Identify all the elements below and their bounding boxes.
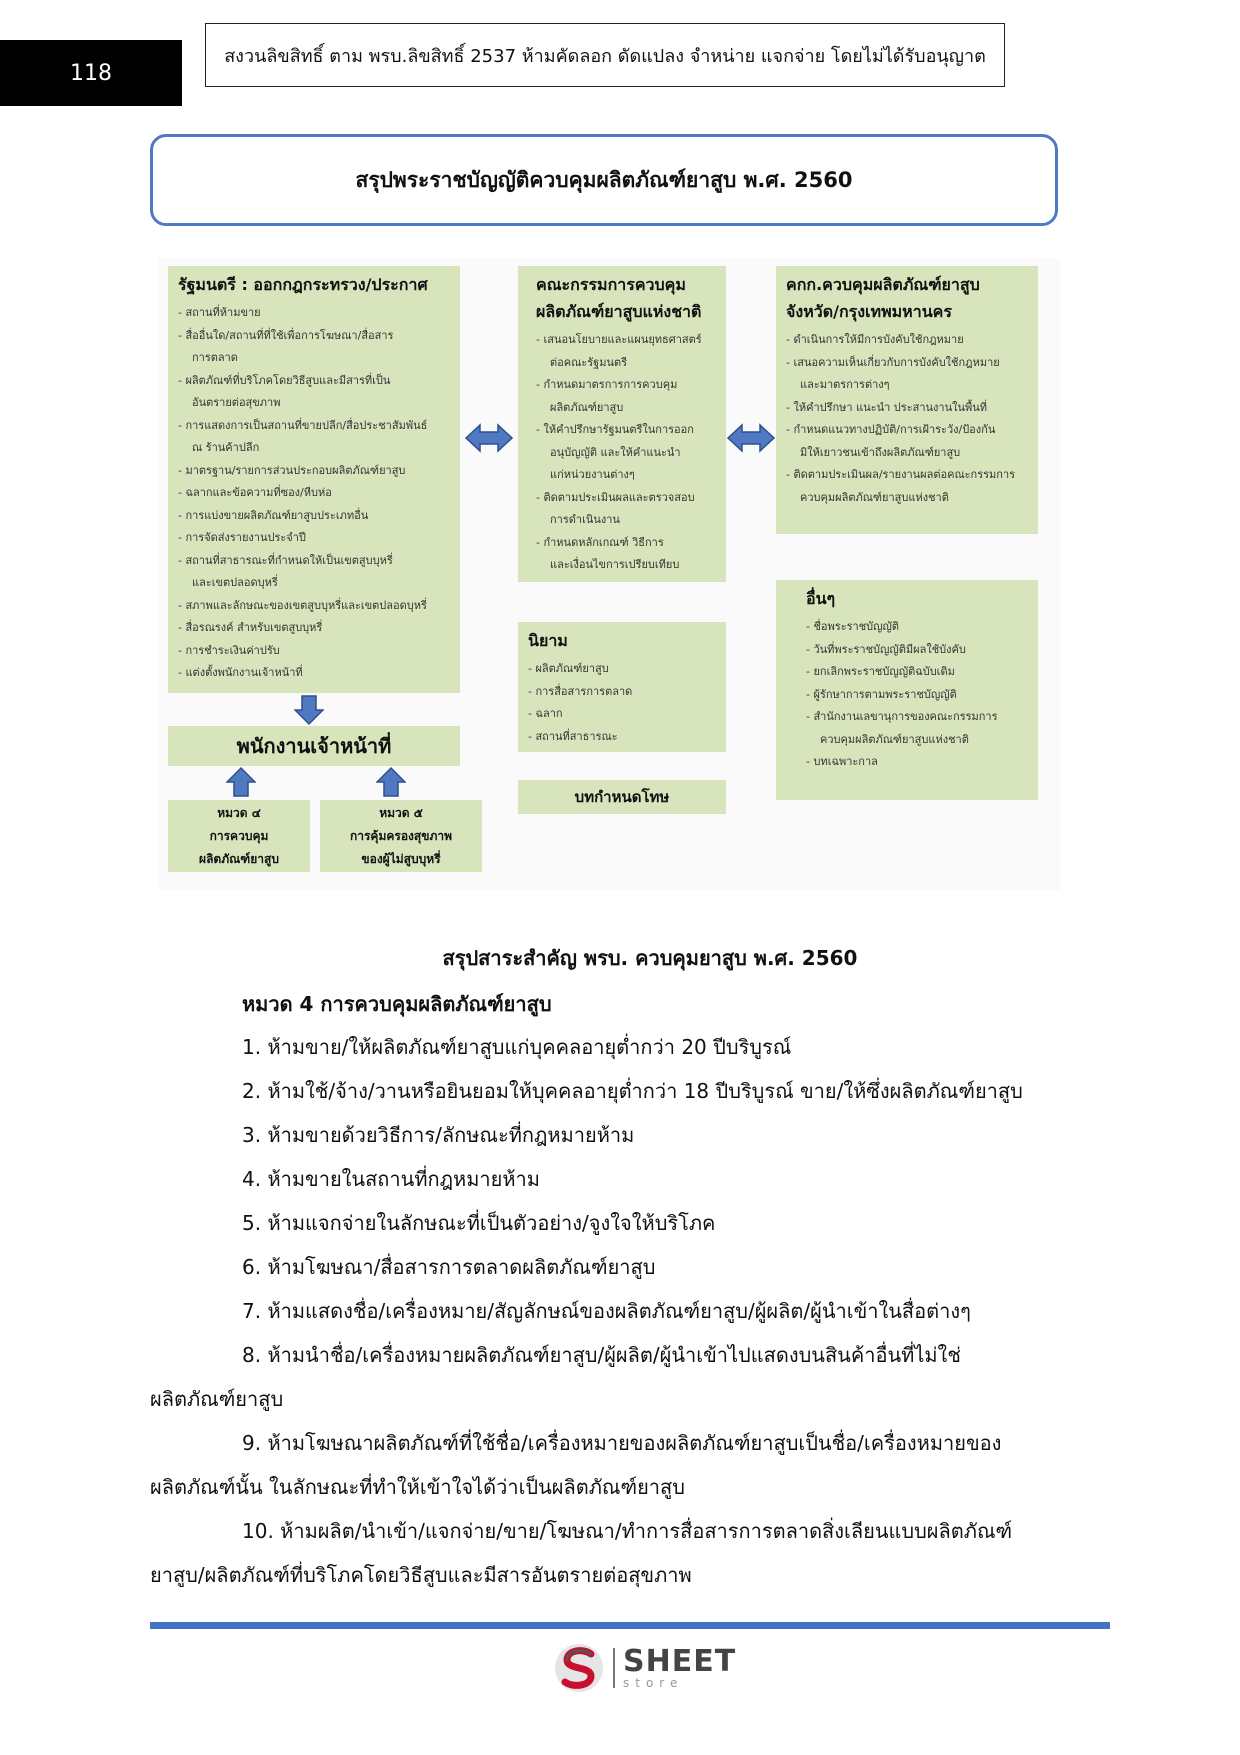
summary-item-continuation: ยาสูบ/ผลิตภัณฑ์ที่บริโภคโดยวิธีสูบและมีสารอันตรายต่อสุขภาพ xyxy=(150,1563,692,1587)
logo-s-icon xyxy=(553,1642,605,1694)
list-item: แก่หน่วยงานต่างๆ xyxy=(550,468,635,481)
list-item: ควบคุมผลิตภัณฑ์ยาสูบแห่งชาติ xyxy=(800,490,949,504)
list-item: - ดำเนินการให้มีการบังคับใช้กฎหมาย xyxy=(786,333,964,346)
officer-box xyxy=(168,726,460,766)
list-item: และเงื่อนไขการเปรียบเทียบ xyxy=(550,558,680,571)
up-arrow-icon xyxy=(226,766,256,798)
list-item: ควบคุมผลิตภัณฑ์ยาสูบแห่งชาติ xyxy=(820,732,969,746)
list-item: - แต่งตั้งพนักงานเจ้าหน้าที่ xyxy=(178,666,303,679)
list-item: - สภาพและลักษณะของเขตสูบบุหรี่และเขตปลอดบุหรี่ xyxy=(178,598,427,612)
list-item: - การชำระเงินค่าปรับ xyxy=(178,643,280,657)
list-item: - ติดตามประเมินผลและตรวจสอบ xyxy=(536,490,695,504)
list-item: อนุบัญญัติ และให้คำแนะนำ xyxy=(550,445,681,459)
list-item: - วันที่พระราชบัญญัติมีผลใช้บังคับ xyxy=(806,642,966,656)
list-item: - ยกเลิกพระราชบัญญัติฉบับเดิม xyxy=(806,665,955,678)
summary-item-continuation: ผลิตภัณฑ์ยาสูบ xyxy=(150,1387,284,1411)
down-arrow-icon xyxy=(294,694,324,726)
list-item: ผลิตภัณฑ์ยาสูบ xyxy=(550,400,624,414)
summary-item: 9. ห้ามโฆษณาผลิตภัณฑ์ที่ใช้ชื่อ/เครื่องหมายของผลิตภัณฑ์ยาสูบเป็นชื่อ/เครื่องหมายของ xyxy=(242,1431,1002,1455)
others-heading: อื่นๆ xyxy=(806,589,836,608)
provincial-committee-list xyxy=(786,329,1038,509)
list-item: - บทเฉพาะกาล xyxy=(806,755,878,768)
provincial-committee-heading-1: คกก.ควบคุมผลิตภัณฑ์ยาสูบ xyxy=(786,275,980,294)
double-arrow-icon xyxy=(464,422,514,454)
list-item: และเขตปลอดบุหรี่ xyxy=(192,576,278,589)
list-item: มิให้เยาวชนเข้าถึงผลิตภัณฑ์ยาสูบ xyxy=(800,445,961,459)
national-committee-heading-2: ผลิตภัณฑ์ยาสูบแห่งชาติ xyxy=(536,302,702,321)
list-item: - การจัดส่งรายงานประจำปี xyxy=(178,531,306,544)
double-arrow-icon xyxy=(726,422,776,454)
list-item: - กำหนดมาตรการการควบคุม xyxy=(536,378,678,391)
officer-label: พนักงานเจ้าหน้าที่ xyxy=(236,734,392,758)
chapter-4-line-2: การควบคุม xyxy=(209,829,269,843)
summary-item: 3. ห้ามขายด้วยวิธีการ/ลักษณะที่กฎหมายห้าม xyxy=(242,1123,635,1147)
summary-item: 5. ห้ามแจกจ่ายในลักษณะที่เป็นตัวอย่าง/จูงใจให้บริโภค xyxy=(242,1211,716,1235)
list-item: การตลาด xyxy=(192,351,238,364)
list-item: ณ ร้านค้าปลีก xyxy=(192,441,260,454)
others-box xyxy=(776,580,1038,800)
list-item: ต่อคณะรัฐมนตรี xyxy=(550,355,628,369)
copyright-header: สงวนลิขสิทธิ์ ตาม พรบ.ลิขสิทธิ์ 2537 ห้ามคัดลอก ดัดแปลง จำหน่าย แจกจ่าย โดยไม่ได้รับอนุญาต xyxy=(205,23,1005,87)
penalty-box xyxy=(518,780,726,814)
list-item: - การแสดงการเป็นสถานที่ขายปลีก/สื่อประชาสัมพันธ์ xyxy=(178,418,428,432)
footer-bar xyxy=(150,1622,1110,1629)
list-item: - สถานที่สาธารณะที่กำหนดให้เป็นเขตสูบบุหรี่ xyxy=(178,553,393,567)
national-committee-heading-1: คณะกรรมการควบคุม xyxy=(536,275,686,294)
list-item: - มาตรฐาน/รายการส่วนประกอบผลิตภัณฑ์ยาสูบ xyxy=(178,463,406,477)
list-item: - ผลิตภัณฑ์ที่บริโภคโดยวิธีสูบและมีสารที่เป็น xyxy=(178,373,391,387)
page-title: สรุปพระราชบัญญัติควบคุมผลิตภัณฑ์ยาสูบ พ.ศ. 2560 xyxy=(150,134,1058,226)
list-item: - สื่อรณรงค์ สำหรับเขตสูบบุหรี่ xyxy=(178,621,323,634)
list-item: - การแบ่งขายผลิตภัณฑ์ยาสูบประเภทอื่น xyxy=(178,508,369,522)
logo-divider xyxy=(613,1648,615,1688)
list-item: - สำนักงานเลขานุการของคณะกรรมการ xyxy=(806,710,998,723)
up-arrow-icon xyxy=(376,766,406,798)
summary-item: 4. ห้ามขายในสถานที่กฎหมายห้าม xyxy=(242,1167,540,1191)
penalty-label: บทกำหนดโทษ xyxy=(574,788,670,806)
list-item: - สถานที่ห้ามขาย xyxy=(178,306,261,319)
list-item: อันตรายต่อสุขภาพ xyxy=(192,396,281,409)
list-item: - สถานที่สาธารณะ xyxy=(528,729,618,743)
logo-text xyxy=(623,1644,737,1690)
summary-title: สรุปสาระสำคัญ พรบ. ควบคุมยาสูบ พ.ศ. 2560 xyxy=(442,946,858,970)
logo-sub: store xyxy=(623,1676,684,1690)
provincial-committee-heading-2: จังหวัด/กรุงเทพมหานคร xyxy=(786,302,952,321)
summary-item: 6. ห้ามโฆษณา/สื่อสารการตลาดผลิตภัณฑ์ยาสูบ xyxy=(242,1255,656,1279)
definitions-heading: นิยาม xyxy=(528,631,568,650)
summary-item: 1. ห้ามขาย/ให้ผลิตภัณฑ์ยาสูบแก่บุคคลอายุต่ำกว่า 20 ปีบริบูรณ์ xyxy=(242,1035,792,1059)
list-item: - ผลิตภัณฑ์ยาสูบ xyxy=(528,662,609,675)
list-item: - ให้คำปรึกษา แนะนำ ประสานงานในพื้นที่ xyxy=(786,400,987,414)
list-item: - การสื่อสารการตลาด xyxy=(528,684,633,698)
chapter-4-line-3: ผลิตภัณฑ์ยาสูบ xyxy=(199,852,279,866)
summary-item-continuation: ผลิตภัณฑ์นั้น ในลักษณะที่ทำให้เข้าใจได้ว่าเป็นผลิตภัณฑ์ยาสูบ xyxy=(150,1475,685,1499)
definitions-box xyxy=(518,622,726,752)
minister-box xyxy=(168,266,460,693)
summary-item: 7. ห้ามแสดงชื่อ/เครื่องหมาย/สัญลักษณ์ของผลิตภัณฑ์ยาสูบ/ผู้ผลิต/ผู้นำเข้าในสื่อต่างๆ xyxy=(242,1299,971,1323)
list-item: - ฉลากและข้อความที่ซอง/หีบห่อ xyxy=(178,486,332,499)
national-committee-list xyxy=(536,329,726,577)
minister-heading: รัฐมนตรี : ออกกฎกระทรวง/ประกาศ xyxy=(178,275,428,294)
list-item: - ฉลาก xyxy=(528,707,563,720)
chapter-5-box xyxy=(320,800,482,872)
list-item: - ให้คำปรึกษารัฐมนตรีในการออก xyxy=(536,423,694,436)
chapter-5-line-2: การคุ้มครองสุขภาพ xyxy=(349,829,452,843)
chapter-5-number: หมวด ๕ xyxy=(379,806,423,820)
list-item: - สื่ออื่นใด/สถานที่ที่ใช้เพื่อการโฆษณา/สื่อสาร xyxy=(178,328,394,342)
summary-item: 2. ห้ามใช้/จ้าง/วานหรือยินยอมให้บุคคลอายุต่ำกว่า 18 ปีบริบูรณ์ ขาย/ให้ซึ่งผลิตภัณฑ์ยาสูบ xyxy=(242,1079,1023,1103)
list-item: - ชื่อพระราชบัญญัติ xyxy=(806,620,900,633)
sheet-store-logo xyxy=(553,1642,736,1694)
provincial-committee-box xyxy=(776,266,1038,534)
minister-list xyxy=(178,302,460,685)
list-item: การดำเนินงาน xyxy=(550,513,620,526)
national-committee-box xyxy=(518,266,726,582)
definitions-list xyxy=(528,658,726,748)
chapter-heading: หมวด 4 การควบคุมผลิตภัณฑ์ยาสูบ xyxy=(242,992,552,1016)
list-item: - กำหนดหลักเกณฑ์ วิธีการ xyxy=(536,535,664,549)
page-number: 118 xyxy=(0,40,182,106)
chapter-4-number: หมวด ๔ xyxy=(217,806,261,820)
chapter-5-line-3: ของผู้ไม่สูบบุหรี่ xyxy=(361,852,441,866)
list-item: และมาตรการต่างๆ xyxy=(800,378,890,391)
act-diagram xyxy=(158,258,1060,890)
list-item: - ผู้รักษาการตามพระราชบัญญัติ xyxy=(806,687,957,701)
summary-item: 10. ห้ามผลิต/นำเข้า/แจกจ่าย/ขาย/โฆษณา/ทำการสื่อสารการตลาดสิ่งเลียนแบบผลิตภัณฑ์ xyxy=(242,1519,1013,1543)
list-item: - ติดตามประเมินผล/รายงานผลต่อคณะกรรมการ xyxy=(786,468,1016,481)
summary-item: 8. ห้ามนำชื่อ/เครื่องหมายผลิตภัณฑ์ยาสูบ/ผู้ผลิต/ผู้นำเข้าไปแสดงบนสินค้าอื่นที่ไม่ใช่ xyxy=(242,1343,961,1367)
chapter-4-box xyxy=(168,800,310,872)
list-item: - กำหนดแนวทางปฏิบัติ/การเฝ้าระวัง/ป้องกัน xyxy=(786,423,996,436)
others-list xyxy=(806,616,1038,774)
logo-brand: SHEET xyxy=(623,1644,737,1679)
list-item: - เสนอความเห็นเกี่ยวกับการบังคับใช้กฎหมาย xyxy=(786,355,1000,369)
list-item: - เสนอนโยบายและแผนยุทธศาสตร์ xyxy=(536,333,702,346)
